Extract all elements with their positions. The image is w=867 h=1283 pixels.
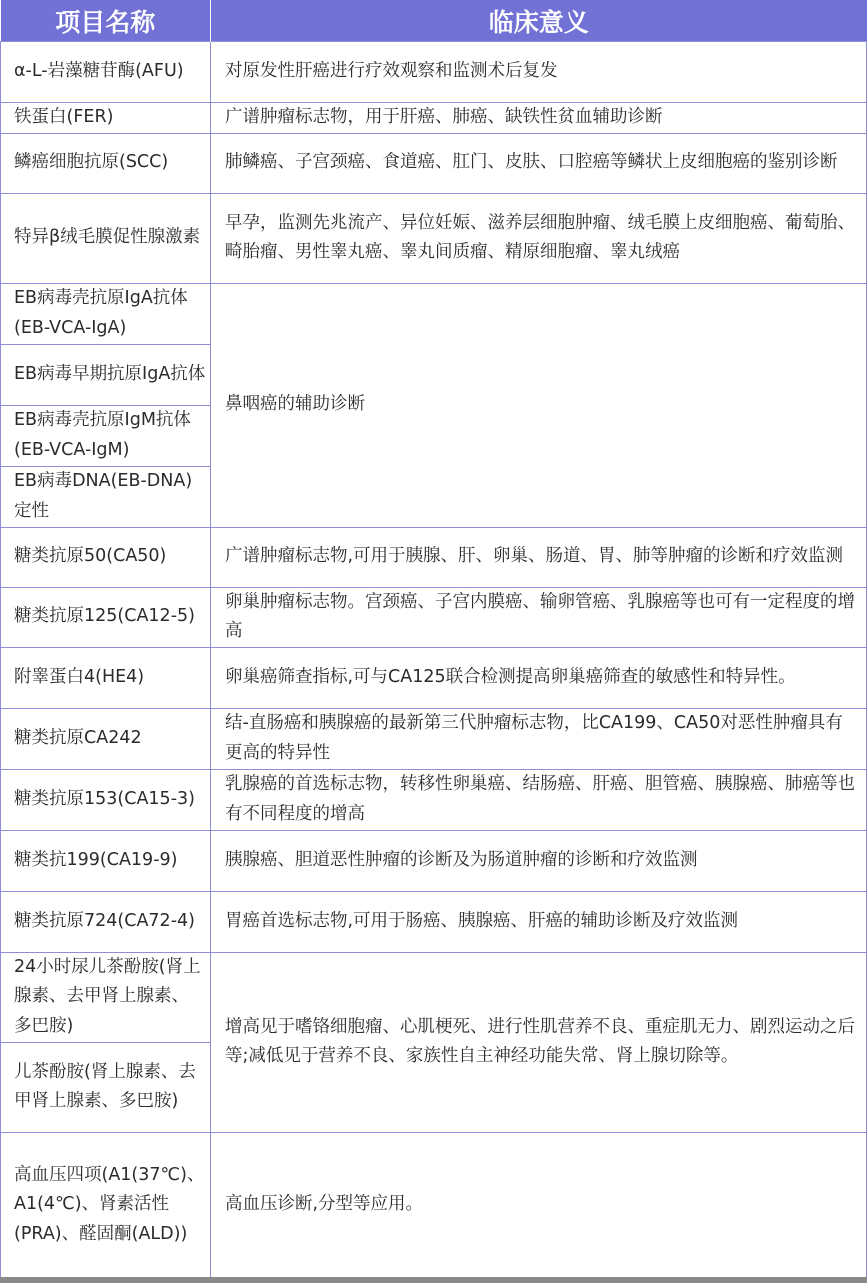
- table-row: [1, 133, 867, 193]
- table-row: [1, 587, 867, 647]
- item-name: 糖类抗原153(CA15-3): [1, 769, 211, 830]
- item-name: EB病毒DNA(EB-DNA)定性: [1, 466, 211, 527]
- item-name: 鳞癌细胞抗原(SCC): [1, 133, 211, 193]
- clinical-significance: 早孕，监测先兆流产、异位妊娠、滋养层细胞肿瘤、绒毛膜上皮细胞癌、葡萄胎、畸胎瘤、男性睾丸癌、睾丸间质瘤、精原细胞瘤、睾丸绒癌: [211, 193, 867, 283]
- clinical-significance: 肺鳞癌、子宫颈癌、食道癌、肛门、皮肤、口腔癌等鳞状上皮细胞癌的鉴别诊断: [211, 133, 867, 193]
- clinical-significance: 增高见于嗜铬细胞瘤、心肌梗死、进行性肌营养不良、重症肌无力、剧烈运动之后等;减低见于营养不良、家族性自主神经功能失常、肾上腺切除等。: [211, 952, 867, 1132]
- clinical-significance: 对原发性肝癌进行疗效观察和监测术后复发: [211, 42, 867, 103]
- item-name: 附睾蛋白4(HE4): [1, 647, 211, 708]
- table-row: [1, 103, 867, 134]
- item-name: α-L-岩藻糖苷酶(AFU): [1, 42, 211, 103]
- item-name: EB病毒早期抗原IgA抗体: [1, 344, 211, 405]
- table-row: [1, 891, 867, 952]
- clinical-significance: 广谱肿瘤标志物，用于肝癌、肺癌、缺铁性贫血辅助诊断: [211, 103, 867, 134]
- table-row: [1, 769, 867, 830]
- item-name: 糖类抗原CA242: [1, 708, 211, 769]
- table-row: [1, 708, 867, 769]
- table-row: [1, 647, 867, 708]
- table-row: [1, 1132, 867, 1278]
- bottom-divider: [0, 1277, 867, 1283]
- clinical-significance: 高血压诊断,分型等应用。: [211, 1132, 867, 1278]
- item-name: EB病毒壳抗原IgA抗体(EB-VCA-IgA): [1, 283, 211, 344]
- table-row: [1, 283, 867, 344]
- table-row: [1, 527, 867, 587]
- clinical-significance: 结-直肠癌和胰腺癌的最新第三代肿瘤标志物，比CA199、CA50对恶性肿瘤具有更高的特异性: [211, 708, 867, 769]
- item-name: 24小时尿儿茶酚胺(肾上腺素、去甲肾上腺素、多巴胺): [1, 952, 211, 1042]
- header-item-name: 项目名称: [1, 0, 211, 42]
- header-clinical-significance: 临床意义: [211, 0, 867, 42]
- item-name: 特异β绒毛膜促性腺激素: [1, 193, 211, 283]
- table-row: [1, 193, 867, 283]
- clinical-significance: 广谱肿瘤标志物,可用于胰腺、肝、卵巢、肠道、胃、肺等肿瘤的诊断和疗效监测: [211, 527, 867, 587]
- item-name: 糖类抗原724(CA72-4): [1, 891, 211, 952]
- clinical-significance: 胃癌首选标志物,可用于肠癌、胰腺癌、肝癌的辅助诊断及疗效监测: [211, 891, 867, 952]
- clinical-significance: 卵巢癌筛查指标,可与CA125联合检测提高卵巢癌筛查的敏感性和特异性。: [211, 647, 867, 708]
- item-name: EB病毒壳抗原IgM抗体(EB-VCA-IgM): [1, 405, 211, 466]
- item-name: 糖类抗原125(CA12-5): [1, 587, 211, 647]
- item-name: 糖类抗原50(CA50): [1, 527, 211, 587]
- clinical-significance: 乳腺癌的首选标志物，转移性卵巢癌、结肠癌、肝癌、胆管癌、胰腺癌、肺癌等也有不同程度的增高: [211, 769, 867, 830]
- clinical-significance: 胰腺癌、胆道恶性肿瘤的诊断及为肠道肿瘤的诊断和疗效监测: [211, 830, 867, 891]
- header-row: [1, 0, 867, 42]
- item-name: 铁蛋白(FER): [1, 103, 211, 134]
- clinical-significance: 鼻咽癌的辅助诊断: [211, 283, 867, 527]
- clinical-significance: 卵巢肿瘤标志物。宫颈癌、子宫内膜癌、输卵管癌、乳腺癌等也可有一定程度的增高: [211, 587, 867, 647]
- table-row: [1, 952, 867, 1042]
- item-name: 高血压四项(A1(37℃)、A1(4℃)、肾素活性(PRA)、醛固酮(ALD)): [1, 1132, 211, 1278]
- table-row: [1, 42, 867, 103]
- item-name: 儿茶酚胺(肾上腺素、去甲肾上腺素、多巴胺): [1, 1042, 211, 1132]
- item-name: 糖类抗199(CA19-9): [1, 830, 211, 891]
- table-row: [1, 830, 867, 891]
